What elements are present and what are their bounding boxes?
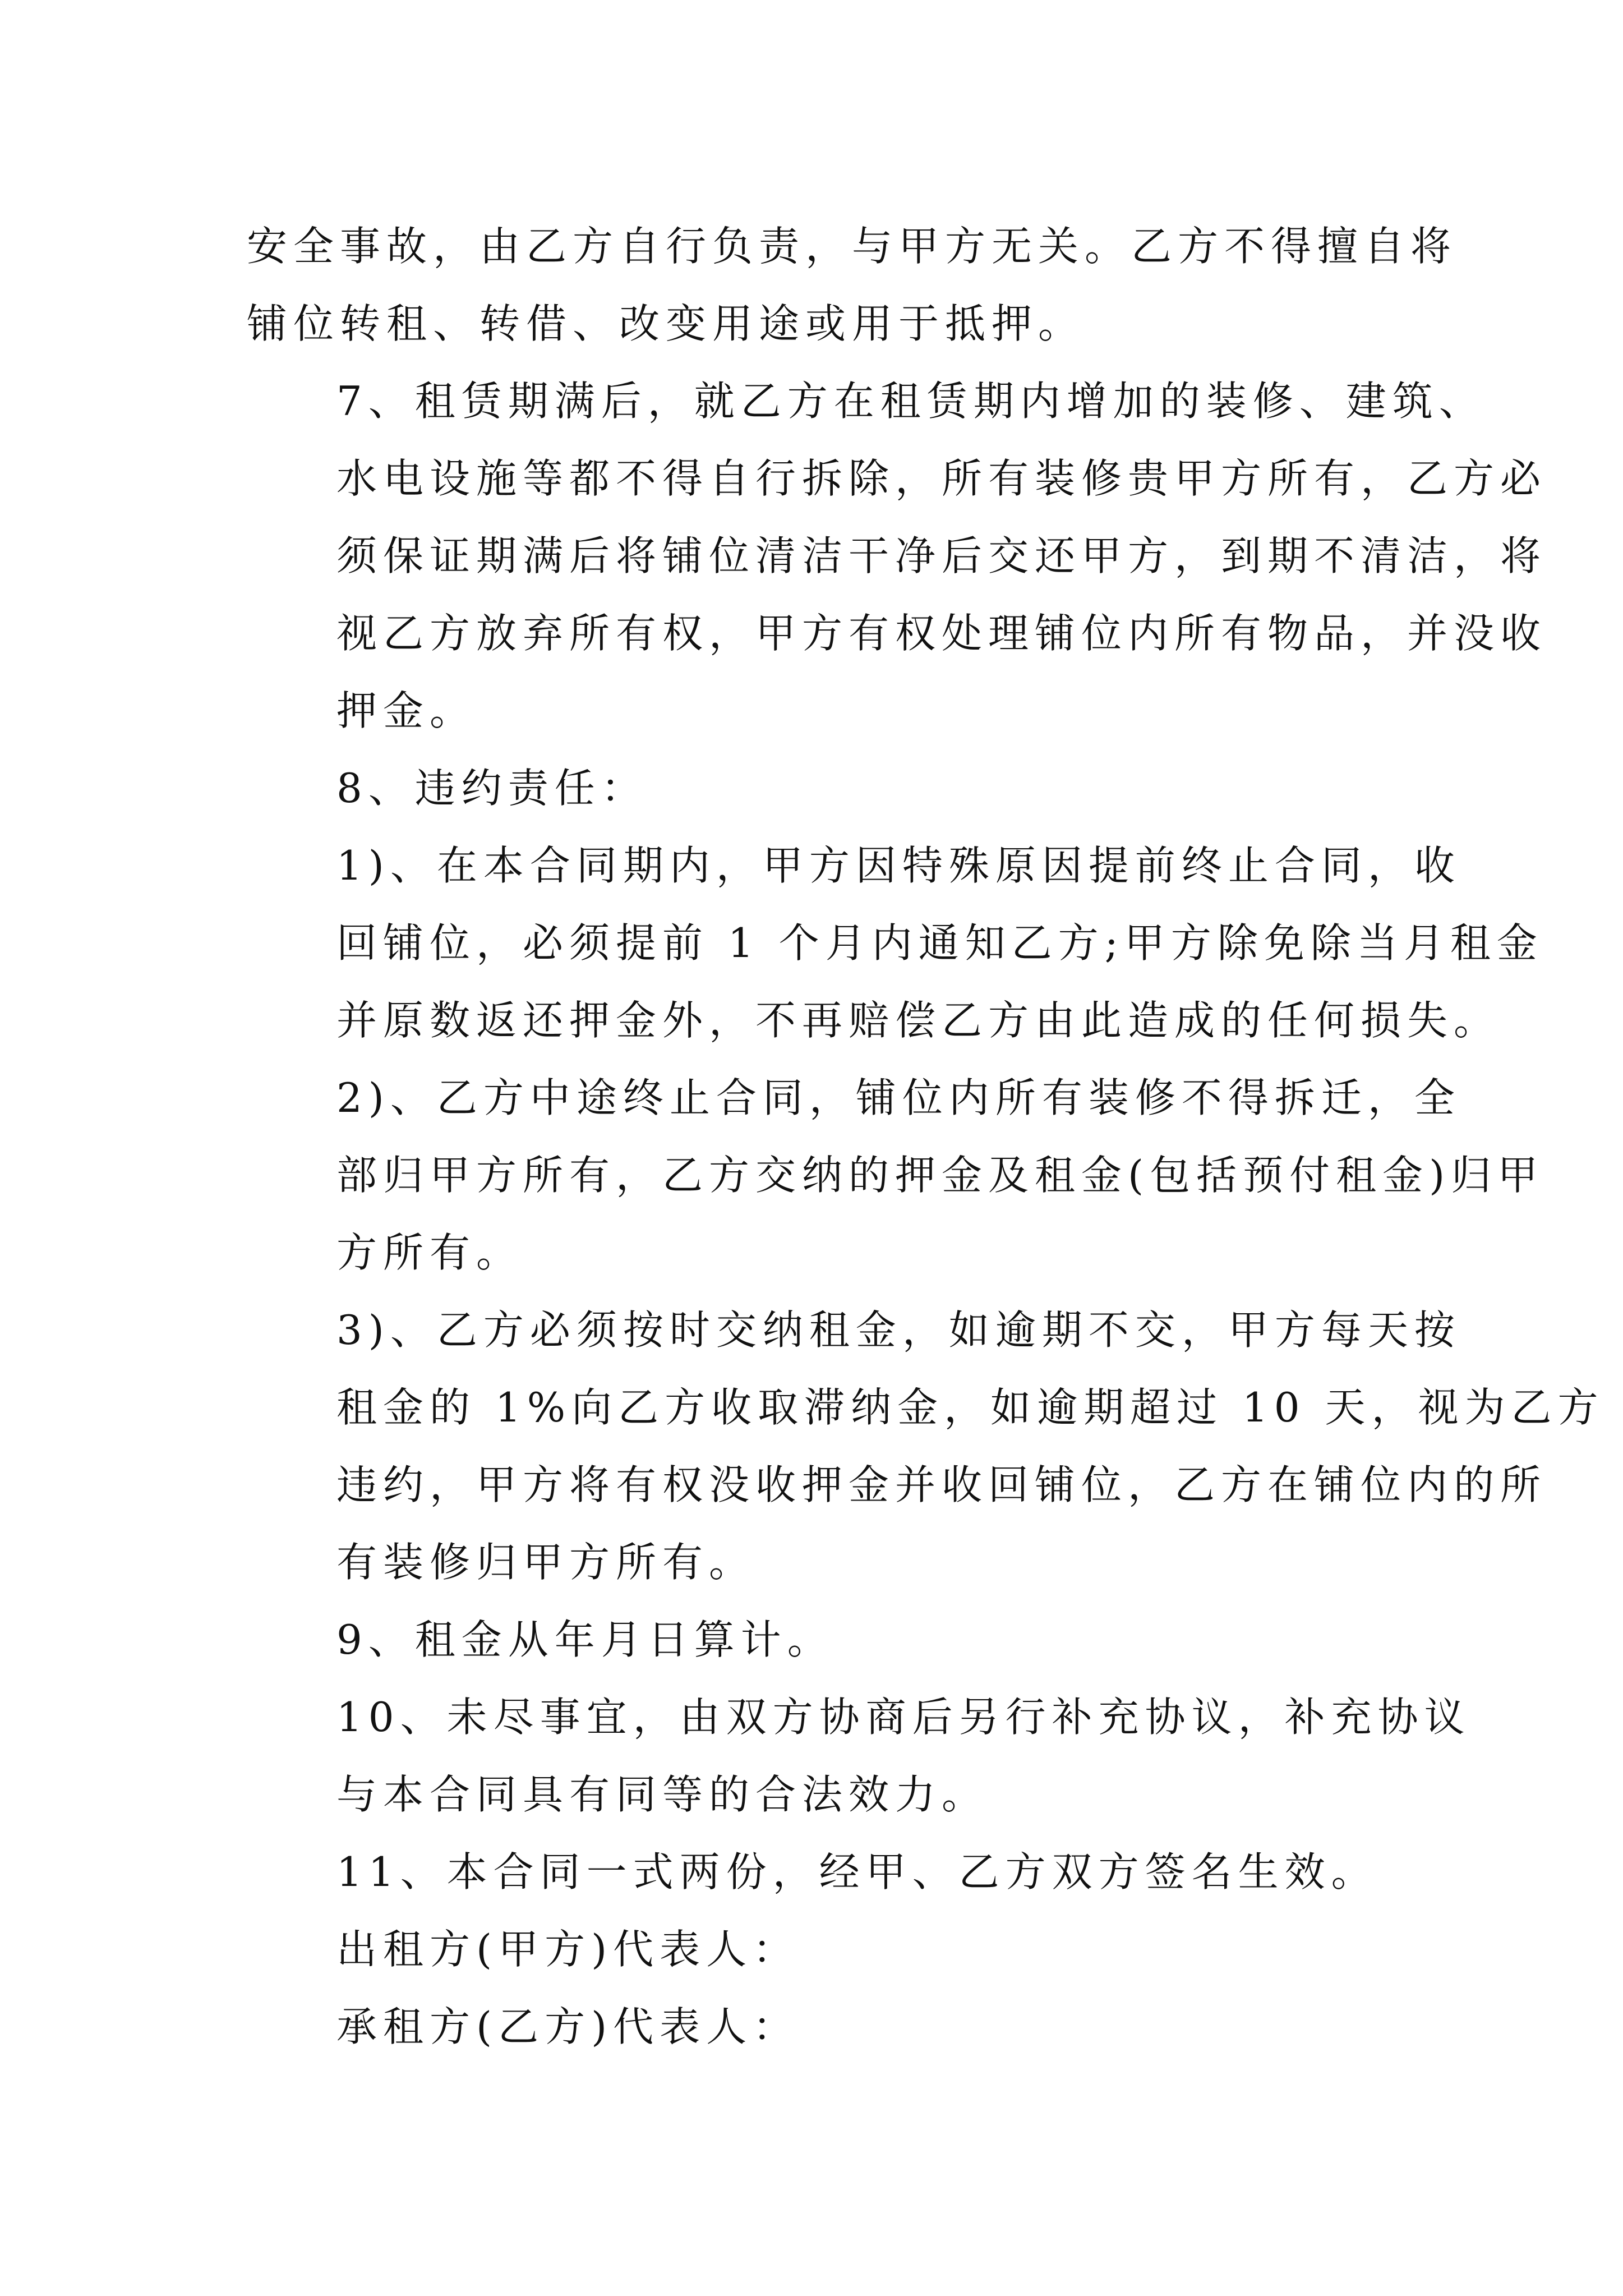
paragraph-clause-8-heading xyxy=(247,749,1391,827)
text-line: 9、租金从年月日算计。 xyxy=(336,1616,834,1663)
paragraph-clause-8-2 xyxy=(247,1059,1544,1291)
text-line: 部归甲方所有，乙方交纳的押金及租金(包括预付租金)归甲 xyxy=(336,1152,1544,1199)
paragraph-clause-10 xyxy=(247,1678,1471,1833)
paragraph-clause-8-3 xyxy=(247,1291,1604,1601)
signature-lessee-label xyxy=(247,1988,1391,2065)
text-line: 铺位转租、转借、改变用途或用于抵押。 xyxy=(247,300,1085,347)
text-line: 并原数返还押金外，不再赔偿乙方由此造成的任何损失。 xyxy=(336,997,1501,1044)
paragraph-clause-9 xyxy=(247,1601,1391,1678)
text-line: 回铺位，必须提前 1 个月内通知乙方;甲方除免除当月租金 xyxy=(336,919,1543,967)
paragraph-clause-7 xyxy=(247,362,1547,749)
text-line: 方所有。 xyxy=(336,1229,523,1276)
text-line: 水电设施等都不得自行拆除，所有装修贵甲方所有，乙方必 xyxy=(336,455,1547,502)
text-line: 有装修归甲方所有。 xyxy=(336,1539,756,1586)
text-line: 与本合同具有同等的合法效力。 xyxy=(336,1771,989,1818)
text-line: 11、本合同一式两份，经甲、乙方双方签名生效。 xyxy=(336,1848,1378,1895)
paragraph-clause-11 xyxy=(247,1833,1391,1911)
paragraph-safety-liability xyxy=(247,208,1458,362)
signature-lessor-label xyxy=(247,1911,1391,1988)
text-line: 承租方(乙方)代表人： xyxy=(336,2003,800,2050)
text-line: 3)、乙方必须按时交纳租金，如逾期不交，甲方每天按 xyxy=(336,1306,1461,1354)
text-line: 7、租赁期满后，就乙方在租赁期内增加的装修、建筑、 xyxy=(336,378,1486,425)
text-line: 安全事故，由乙方自行负责，与甲方无关。乙方不得擅自将 xyxy=(247,223,1458,270)
text-line: 8、违约责任： xyxy=(336,765,648,812)
text-line: 须保证期满后将铺位清洁干净后交还甲方，到期不清洁，将 xyxy=(336,532,1547,579)
paragraph-clause-8-1 xyxy=(247,827,1543,1059)
text-line: 10、未尽事宜，由双方协商后另行补充协议，补充协议 xyxy=(336,1694,1471,1741)
text-line: 2)、乙方中途终止合同，铺位内所有装修不得拆迁，全 xyxy=(336,1074,1461,1121)
text-line: 押金。 xyxy=(336,687,477,734)
text-line: 出租方(甲方)代表人： xyxy=(336,1926,800,1973)
document-page xyxy=(247,208,1604,2065)
text-line: 视乙方放弃所有权，甲方有权处理铺位内所有物品，并没收 xyxy=(336,610,1547,657)
text-line: 1)、在本合同期内，甲方因特殊原因提前终止合同，收 xyxy=(336,842,1461,889)
text-line: 违约，甲方将有权没收押金并收回铺位，乙方在铺位内的所 xyxy=(336,1461,1547,1508)
text-line: 租金的 1%向乙方收取滞纳金，如逾期超过 10 天，视为乙方 xyxy=(336,1384,1604,1431)
